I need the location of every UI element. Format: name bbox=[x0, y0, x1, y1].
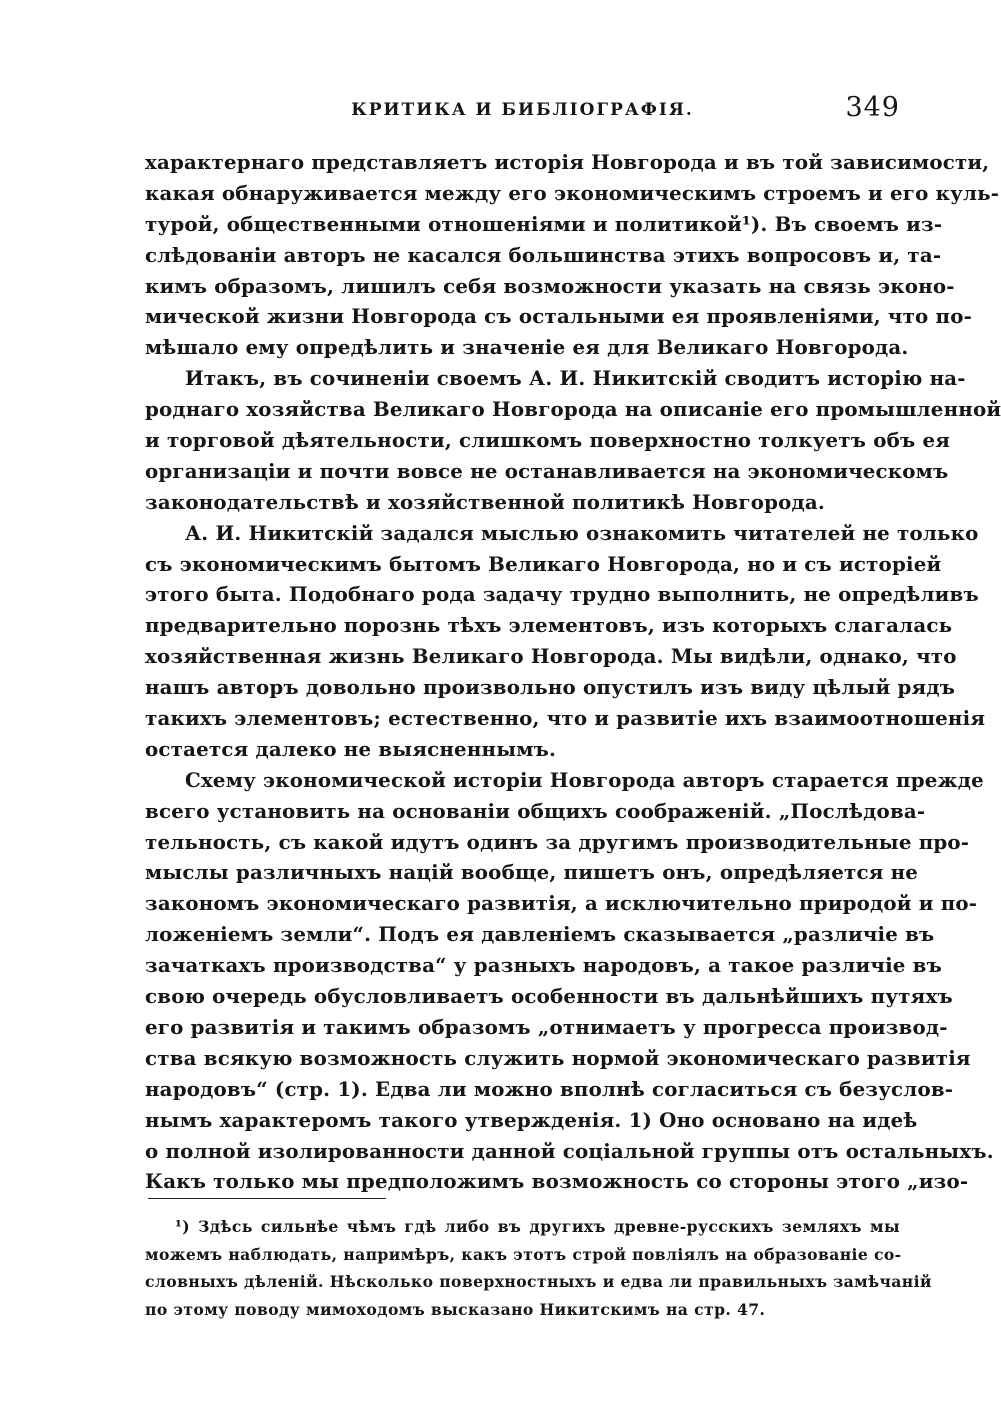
text-line: съ экономическимъ бытомъ Великаго Новгорода, но и съ исторіей bbox=[145, 551, 942, 576]
text-line: его развитія и такимъ образомъ „отнимаетъ у прогресса производ- bbox=[145, 1014, 948, 1039]
text-line: остается далеко не выясненнымъ. bbox=[145, 736, 557, 761]
footnote-line: по этому поводу мимоходомъ высказано Никитскимъ на стр. 47. bbox=[145, 1299, 766, 1319]
text-line: народовъ“ (стр. 1). Едва ли можно вполнѣ согласиться съ безуслов- bbox=[145, 1076, 954, 1101]
text-line: закономъ экономическаго развитія, а исключительно природой и по- bbox=[145, 891, 978, 916]
text-line: мической жизни Новгорода съ остальными ея проявленіями, что по- bbox=[145, 304, 973, 329]
text-line: законодательствѣ и хозяйственной политикѣ Новгорода. bbox=[145, 489, 826, 514]
text-line: турой, общественными отношеніями и политикой¹). Въ своемъ из- bbox=[145, 211, 943, 236]
text-line: зачаткахъ производства“ у разныхъ народовъ, а такое различіе въ bbox=[145, 953, 942, 978]
text-line: тельность, съ какой идутъ одинъ за другимъ производительные про- bbox=[145, 829, 970, 854]
text-line: кимъ образомъ, лишилъ себя возможности указать на связь эконо- bbox=[145, 273, 955, 298]
text-line: нашъ авторъ довольно произвольно опустилъ изъ виду цѣлый рядъ bbox=[145, 675, 956, 700]
text-line: Какъ только мы предположимъ возможность со стороны этого „изо- bbox=[145, 1169, 969, 1194]
text-line: о полной изолированности данной соціальной группы отъ остальныхъ. bbox=[145, 1138, 994, 1163]
text-line: и торговой дѣятельности, слишкомъ поверхностно толкуетъ объ ея bbox=[145, 428, 951, 453]
running-title: КРИТИКА И БИБЛІОГРАФІЯ. bbox=[351, 100, 694, 120]
text-line: мыслы различныхъ націй вообще, пишетъ онъ, опредѣляется не bbox=[145, 860, 919, 885]
text-line: такихъ элементовъ; естественно, что и развитіе ихъ взаимоотношенія bbox=[145, 706, 986, 731]
text-line: хозяйственная жизнь Великаго Новгорода. Мы видѣли, однако, что bbox=[145, 644, 957, 669]
text-line: мѣшало ему опредѣлить и значеніе ея для Великаго Новгорода. bbox=[145, 335, 909, 360]
footnote-line: словныхъ дѣленій. Нѣсколько поверхностныхъ и едва ли правильныхъ замѣчаній bbox=[145, 1272, 932, 1291]
text-line: А. И. Никитскій задался мыслью ознакомить читателей не только bbox=[185, 520, 979, 545]
footnote-line: можемъ наблюдать, напримѣръ, какъ этотъ строй повліялъ на образованіе со- bbox=[145, 1244, 902, 1264]
page-number: 349 bbox=[845, 92, 900, 123]
text-line: предварительно порознь тѣхъ элементовъ, изъ которыхъ слагалась bbox=[145, 613, 953, 638]
text-line: слѣдованіи авторъ не касался большинства этихъ вопросовъ и, та- bbox=[145, 242, 942, 267]
text-line: нымъ характеромъ такого утвержденія. 1) Оно основано на идеѣ bbox=[145, 1107, 918, 1132]
text-line: организаціи и почти вовсе не останавливается на экономическомъ bbox=[145, 458, 949, 483]
text-line: роднаго хозяйства Великаго Новгорода на описаніе его промышленной bbox=[145, 397, 1001, 422]
footnote bbox=[145, 1213, 932, 1323]
text-line: ства всякую возможность служить нормой экономическаго развитія bbox=[145, 1045, 971, 1070]
text-line: свою очередь обусловливаетъ особенности въ дальнѣйшихъ путяхъ bbox=[145, 984, 953, 1009]
text-line: какая обнаруживается между его экономическимъ строемъ и его куль- bbox=[145, 180, 1000, 205]
text-line: характернаго представляетъ исторія Новгорода и въ той зависимости, bbox=[145, 150, 990, 174]
running-head bbox=[145, 92, 900, 122]
body-text bbox=[145, 147, 1001, 1197]
text-line: Итакъ, въ сочиненіи своемъ А. И. Никитскій сводитъ исторію на- bbox=[185, 366, 966, 391]
footnote-line: ¹) Здѣсь сильнѣе чѣмъ гдѣ либо въ другихъ древне-русскихъ земляхъ мы bbox=[175, 1217, 900, 1236]
text-line: ложеніемъ земли“. Подъ ея давленіемъ сказывается „различіе въ bbox=[145, 922, 935, 947]
footnote-divider bbox=[148, 1198, 386, 1199]
text-line: этого быта. Подобнаго рода задачу трудно выполнить, не опредѣливъ bbox=[145, 582, 979, 607]
text-line: Схему экономической исторіи Новгорода авторъ старается прежде bbox=[185, 767, 984, 792]
text-line: всего установить на основаніи общихъ соображеній. „Послѣдова- bbox=[145, 798, 926, 823]
